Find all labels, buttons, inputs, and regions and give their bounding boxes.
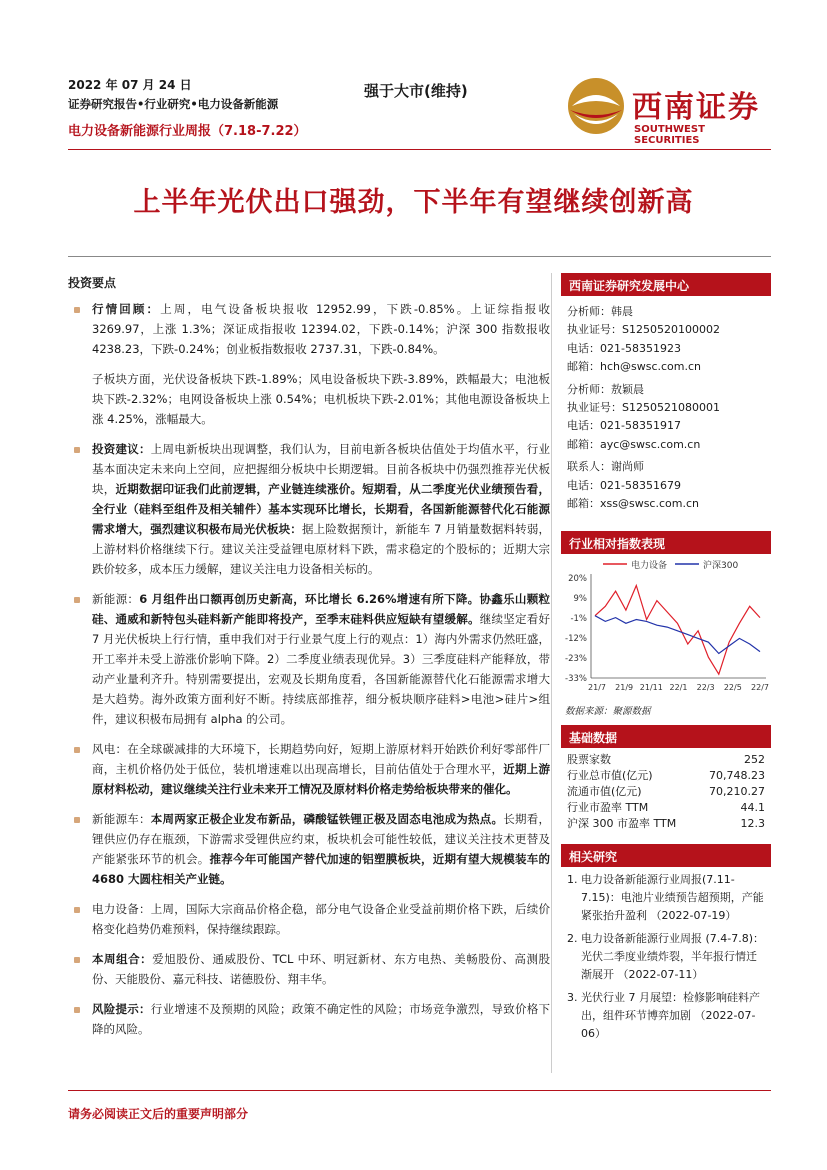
sidebar: [561, 273, 771, 1048]
advice-text-1: 上周电新板块出现调整，我们认为，目前电新各板块估值处于均值水平，行业基本面决定未来向上空间，应把握细分板块中长期逻辑。目前各板块中仍强烈推荐光伏板块，: [92, 442, 550, 496]
analyst-line: 邮箱：hch@swsc.com.cn: [567, 360, 702, 374]
wind-label: 风电：: [92, 742, 128, 756]
x-tick-label: 22/5: [723, 683, 742, 693]
basic-data-value: 44.1: [740, 801, 765, 815]
column-divider: [551, 273, 552, 1073]
investment-advice: [68, 439, 550, 579]
basic-data-value: 12.3: [740, 817, 765, 831]
portfolio-section: [68, 949, 550, 989]
report-date: 2022 年 07 月 24 日: [68, 78, 192, 92]
sub-sector-text: 子板块方面，光伏设备板块下跌-1.89%；风电设备板块下跌-3.89%，跌幅最大；电池板块下跌-2.32%；电网设备板块上涨 0.54%；电机板块下跌-2.01%；其他电源设备板块上涨 4.25%，涨幅最大。: [92, 372, 550, 426]
analyst-line: 分析师：韩晨: [567, 305, 633, 318]
pv-label: 新能源：: [92, 592, 140, 606]
header-divider: [68, 149, 771, 150]
x-tick-label: 21/9: [615, 683, 634, 693]
report-name: 电力设备新能源行业周报（7.18-7.22）: [68, 124, 307, 139]
analyst-line: 执业证号：S1250521080001: [567, 401, 720, 415]
pv-bold: 6 月组件出口额再创历史新高，环比增长 6.26%增速有所下降。协鑫乐山颗粒硅、通威和新特包头硅料新产能即将投产，至季末硅料供应短缺有望缓解。: [92, 592, 550, 626]
page-title: 上半年光伏出口强劲，下半年有望继续创新高: [133, 187, 694, 218]
logo-cn: 西南证券: [632, 90, 760, 125]
ev-bold-2: 推荐今年可能国产替代加速的铝塑膜板块，近期有望大规模装车的 4680 大圆柱相关产业链。: [92, 852, 550, 886]
basic-data-key: 行业总市值(亿元): [567, 769, 653, 783]
portfolio-label: 本周组合：: [92, 952, 153, 966]
related-research-item[interactable]: [567, 989, 767, 1043]
wind-text: 在全球碳减排的大环境下，长期趋势向好，短期上游原材料开始跌价利好零部件厂商，主机价格仍处于低位，装机增速难以出现高增长，目前估值处于合理水平，: [92, 742, 550, 776]
item-number: 3.: [567, 991, 578, 1005]
bullet-icon: [74, 907, 80, 913]
series-line-1: [595, 586, 760, 675]
analyst-line: 电话：021-58351679: [567, 478, 681, 492]
related-research-item[interactable]: [567, 871, 767, 925]
advice-text-2: 据上险数据预计，新能车 7 月销量数据料转弱，上游材料价格继续下行。建议关注受益锂电原材料下跌，需求稳定的个股标的；近期大宗跌价较多，成本压力缓解，建议关注电力设备相关标的。: [92, 522, 550, 576]
basic-data-row: [561, 768, 771, 784]
y-tick-label: -12%: [565, 634, 587, 645]
pv-section: [68, 589, 550, 729]
bullet-icon: [74, 1007, 80, 1013]
index-performance-chart: [561, 556, 771, 701]
grid-label: 电力设备：: [92, 902, 151, 916]
report-series: 证券研究报告•行业研究•电力设备新能源: [68, 97, 279, 111]
logo-emblem-icon: [566, 76, 626, 136]
ev-text: 长期看，锂供应仍存在瓶颈，下游需求受锂供应约束，板块机会可能性较低，建议关注技术更替及产能紧张环节的机会。: [92, 812, 550, 866]
industry-rating: 强于大市(维持): [364, 82, 468, 100]
market-label: 行情回顾：: [92, 302, 161, 316]
pv-text: 继续坚定看好 7 月光伏板块上行行情，重申我们对于行业景气度上行的观点：1）海内外需求仍然旺盛，开工率并未受上游涨价影响下降。2）二季度业绩表现优异。3）三季度硅料产能释放，带动产业量利齐升。特别需要提出，宏观及长期角度看，各国新能源替代化石能源需求增大是大趋势。海外政策方面利好不断。持续底部推荐，细分板块顺序硅料>电池>硅片>组件，建议积极布局拥有 alpha 的公司。: [92, 612, 550, 726]
wind-section: [68, 739, 550, 799]
logo-en: SOUTHWEST SECURITIES: [634, 124, 705, 146]
series-line-2: [595, 616, 760, 654]
portfolio-text: 爱旭股份、通威股份、TCL 中环、明冠新材、东方电热、美畅股份、高测股份、天能股份、嘉元科技、诺德股份、翔丰华。: [92, 952, 550, 986]
analyst-line: 电话：021-58351923: [567, 341, 681, 355]
title-divider: [68, 256, 771, 257]
analyst-line: 邮箱：ayc@swsc.com.cn: [567, 437, 701, 451]
analyst-line: 分析师：敖颖晨: [567, 382, 644, 396]
item-title: 电力设备新能源行业周报(7.11-7.15)：电池片业绩预告超预期，产能紧张抬升盈利 （2022-07-19）: [581, 873, 764, 923]
related-research-heading: 相关研究: [561, 844, 771, 867]
bullet-icon: [74, 817, 80, 823]
ev-section: [68, 809, 550, 889]
basic-data-key: 沪深 300 市盈率 TTM: [567, 817, 677, 831]
item-number: 2.: [567, 932, 578, 946]
basic-data-row: [561, 816, 771, 832]
analyst-line: 执业证号：S1250520100002: [567, 323, 720, 337]
market-text: 上周，电气设备板块报收 12952.99，下跌-0.85%。上证综指报收 3269.97，上涨 1.3%；深证成指报收 12394.02，下跌-0.14%；沪深 300 指数报收 4238.23，下跌-0.24%；创业板指数报收 2737.31，下跌-0.84%。: [92, 302, 551, 356]
basic-data-key: 流通市值(亿元): [567, 785, 642, 799]
item-title: 光伏行业 7 月展望：检修影响硅料产出，组件环节博弈加剧 （2022-07-06）: [581, 991, 760, 1041]
bullet-icon: [74, 747, 80, 753]
basic-data-value: 70,210.27: [709, 785, 765, 799]
y-tick-label: -1%: [570, 614, 587, 625]
y-tick-label: -33%: [565, 674, 587, 685]
x-tick-label: 21/7: [588, 683, 606, 693]
risk-section: [68, 999, 550, 1039]
grid-section: [68, 899, 550, 939]
item-title: 电力设备新能源行业周报 (7.4-7.8)：光伏二季度业绩炸裂，半年报行情迁渐展开 （2022-07-11）: [581, 932, 765, 982]
basic-data-heading: 基础数据: [561, 725, 771, 748]
y-tick-label: 9%: [573, 594, 587, 605]
item-number: 1.: [567, 873, 578, 887]
basic-data-value: 252: [744, 753, 765, 767]
analyst-line: 电话：021-58351917: [567, 419, 681, 433]
ev-bold-1: 本周两家正极企业发布新品，磷酸锰铁锂正极及固态电池成为热点。: [150, 812, 504, 826]
y-tick-label: 20%: [568, 574, 587, 585]
footer-disclaimer: 请务必阅读正文后的重要声明部分: [68, 1107, 249, 1121]
y-tick-label: -23%: [565, 654, 587, 665]
basic-data-value: 70,748.23: [709, 769, 765, 783]
ev-label: 新能源车：: [92, 812, 151, 826]
advice-bold: 近期数据印证我们此前逻辑，产业链连续涨价。短期看，从二季度光伏业绩预告看，全行业（硅料至组件及相关辅件）基本实现环比增长，长期看，各国新能源替代化石能源需求增大，强烈建议积极布局光伏板块：: [92, 482, 550, 536]
risk-text: 行业增速不及预期的风险；政策不确定性的风险；市场竞争激烈，导致价格下降的风险。: [92, 1002, 550, 1036]
basic-data-key: 股票家数: [567, 753, 611, 767]
risk-label: 风险提示：: [92, 1002, 151, 1016]
x-tick-label: 21/11: [639, 683, 663, 693]
footer-divider: [68, 1090, 771, 1091]
chart-source: 数据来源：聚源数据: [565, 706, 651, 718]
x-tick-label: 22/7: [751, 683, 769, 693]
bullet-icon: [74, 447, 80, 453]
grid-text: 上周，国际大宗商品价格企稳，部分电气设备企业受益前期价格下跌，后续价格变化趋势仍难预料，保持继续跟踪。: [92, 902, 550, 936]
basic-data-key: 行业市盈率 TTM: [567, 801, 649, 815]
basic-data-table: [561, 748, 771, 832]
investment-highlights: [68, 273, 550, 1039]
analyst-info: [561, 296, 771, 513]
market-review: [68, 299, 550, 429]
research-center-heading: 西南证券研究发展中心: [561, 273, 771, 296]
chart-heading: 行业相对指数表现: [561, 531, 771, 554]
company-logo: [566, 74, 771, 144]
basic-data-row: [561, 752, 771, 768]
wind-bold: 近期上游原材料松动，建议继续关注行业未来开工情况及原材料价格走势给板块带来的催化。: [92, 762, 550, 796]
bullet-icon: [74, 597, 80, 603]
x-tick-label: 22/3: [696, 683, 715, 693]
legend-label: 沪深300: [703, 561, 739, 572]
bullet-icon: [74, 307, 80, 313]
related-research-item[interactable]: [567, 930, 767, 984]
analyst-line: 邮箱：xss@swsc.com.cn: [567, 497, 699, 511]
x-tick-label: 22/1: [669, 683, 688, 693]
basic-data-row: [561, 800, 771, 816]
bullet-icon: [74, 957, 80, 963]
analyst-line: 联系人：谢尚师: [567, 460, 644, 474]
related-research-list: [561, 867, 771, 1043]
basic-data-row: [561, 784, 771, 800]
legend-label: 电力设备: [631, 561, 668, 572]
section-heading: 投资要点: [68, 276, 117, 290]
advice-label: 投资建议：: [92, 442, 151, 456]
